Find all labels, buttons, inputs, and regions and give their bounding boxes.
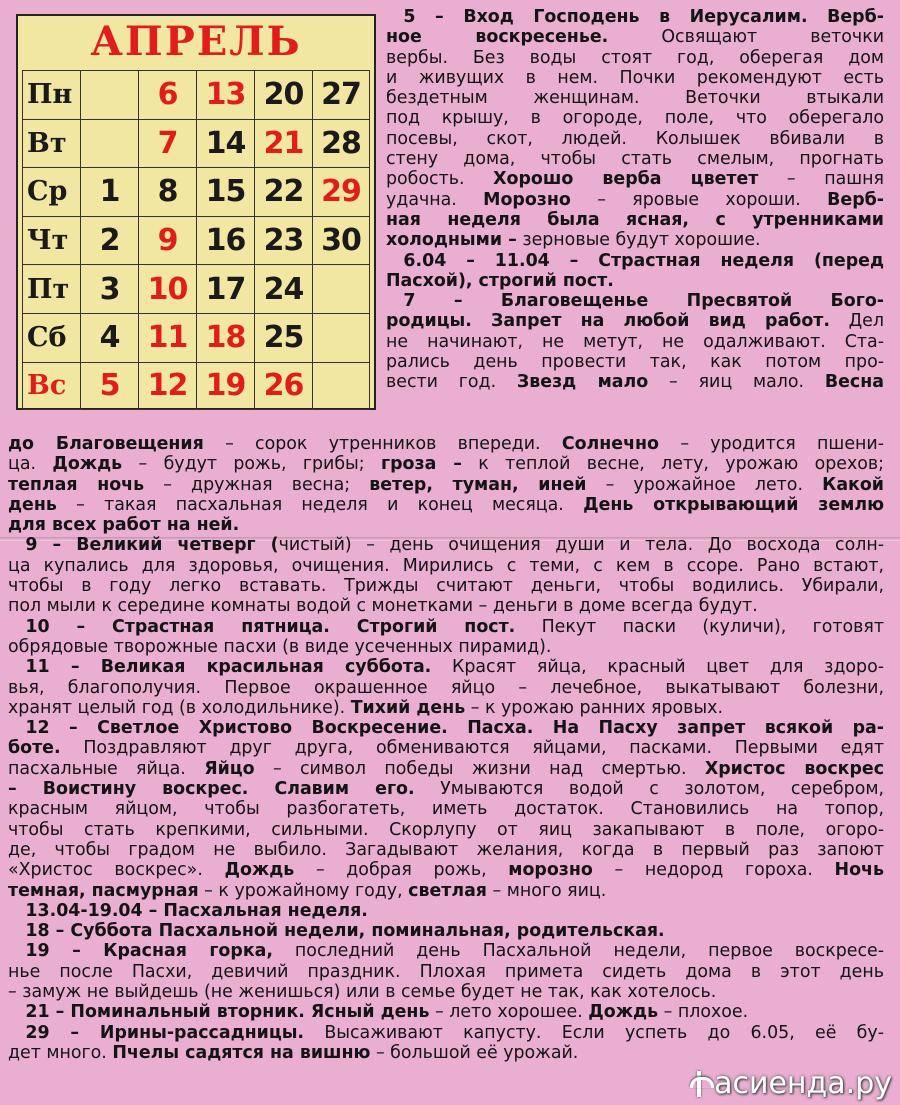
watermark-text: асиенда.ру — [714, 1066, 892, 1101]
april-calendar — [16, 14, 376, 410]
calendar-date: 29 — [312, 167, 370, 216]
text-segment: пасхальные яйца. — [8, 758, 205, 779]
weekday-label: Пн — [22, 70, 80, 119]
bold-text: Солнечно — [561, 434, 660, 454]
text-segment: де, чтобы градом не выбило. Загадывают желания, когда в первый раз запоют — [8, 839, 884, 860]
text-line — [386, 372, 884, 392]
bold-text: Хорошо верба цветет — [493, 169, 759, 190]
text-segment: – плохое. — [658, 1002, 749, 1023]
text-segment: ца. — [8, 454, 53, 475]
text-line — [8, 637, 884, 657]
calendar-date: 24 — [254, 264, 312, 313]
bold-text: Верб- — [827, 189, 884, 210]
bold-text: теплая ночь — [8, 474, 145, 495]
text-segment: Поздравляют друг друга, обмениваются яйцами, пасками. Первыми едят — [60, 738, 884, 759]
text-line — [8, 759, 884, 779]
text-line — [8, 921, 884, 941]
text-segment: – будут рожь, грибы; — [122, 454, 381, 475]
text-segment: Красят яйца, красный цвет для здоро- — [431, 657, 884, 678]
bold-text: Пчелы садятся на вишню — [112, 1042, 371, 1063]
text-line — [386, 311, 884, 331]
weekday-label: Ср — [22, 167, 80, 216]
text-segment: – яровые хороши. — [570, 189, 828, 210]
text-line — [386, 68, 884, 88]
calendar-date: 28 — [312, 119, 370, 168]
calendar-date — [80, 119, 138, 168]
text-segment: бездетным женщинам. Веточки втыкали — [386, 88, 884, 109]
calendar-date: 23 — [254, 216, 312, 265]
text-segment: красным яйцом, чтобы разбогатеть, иметь достаток. Становились на топор, — [8, 799, 884, 820]
text-line — [8, 1002, 884, 1022]
text-segment: – к урожайному году, — [198, 880, 409, 901]
weekday-label: Вт — [22, 119, 80, 168]
text-line — [8, 475, 884, 495]
text-line — [386, 108, 884, 128]
text-line — [8, 779, 884, 799]
text-line — [8, 657, 884, 677]
text-segment: посевы, скот, людей. Колышек вбивали в — [386, 128, 884, 149]
text-segment: под крышу, в огороде, поле, что оберегало — [386, 108, 884, 129]
text-segment: – недород гороха. — [592, 860, 835, 881]
calendar-date — [312, 264, 370, 313]
text-line — [8, 434, 884, 454]
bold-text: 21 – Поминальный вторник. Ясный день — [8, 1002, 430, 1023]
text-line — [386, 129, 884, 149]
text-segment: Пекут паски (куличи), готовят — [515, 616, 884, 637]
bold-text: 13.04-19.04 – Пасхальная неделя. — [8, 900, 368, 921]
text-line — [8, 799, 884, 819]
bold-text: Звезд мало — [516, 372, 649, 393]
calendar-date — [312, 362, 370, 411]
bold-text: Христос воскрес — [704, 758, 884, 779]
text-segment: – такая пасхальная неделя и конец месяца. — [56, 494, 584, 515]
text-segment: чтобы стать крепкими, сильными. Скорлупу от яиц закапывают в поле, огоро- — [8, 819, 884, 840]
text-segment: вести год. — [386, 372, 517, 393]
calendar-date: 25 — [254, 313, 312, 362]
text-segment: не начинают, не метут, не одалживают. Ста- — [386, 331, 884, 352]
bold-text: 18 – Суббота Пасхальной недели, поминальная, родительская. — [8, 921, 665, 942]
bold-text: боте. — [8, 738, 61, 759]
text-line — [386, 27, 884, 47]
text-line — [386, 149, 884, 169]
calendar-date: 17 — [196, 264, 254, 313]
calendar-date: 8 — [138, 167, 196, 216]
bold-text: Дождь — [224, 860, 295, 881]
text-segment: – дружная весна; — [144, 474, 370, 495]
logo-icon — [688, 1069, 710, 1099]
weekday-label: Чт — [22, 216, 80, 265]
calendar-date — [312, 313, 370, 362]
text-line — [8, 840, 884, 860]
text-segment: рались день провести так, как потом про- — [386, 352, 884, 373]
calendar-date: 14 — [196, 119, 254, 168]
text-column-full — [8, 434, 884, 1063]
text-segment: Умываются водой с золотом, серебром, — [414, 779, 884, 800]
calendar-row — [22, 313, 372, 362]
text-line — [8, 454, 884, 474]
text-segment: удачна. — [386, 189, 484, 210]
calendar-date: 10 — [138, 264, 196, 313]
text-line — [8, 860, 884, 880]
text-line — [8, 596, 884, 616]
calendar-date: 2 — [80, 216, 138, 265]
text-segment: – пашня — [758, 169, 884, 190]
text-column-right — [386, 7, 884, 393]
bold-text: день — [8, 494, 57, 515]
calendar-date: 27 — [312, 70, 370, 119]
calendar-row — [22, 216, 372, 265]
calendar-row — [22, 70, 372, 119]
text-segment: робость. — [386, 169, 494, 190]
text-line — [8, 738, 884, 758]
bold-text: холодными – — [386, 230, 517, 251]
calendar-date: 18 — [196, 313, 254, 362]
bold-text: 29 – Ирины-рассадницы. — [8, 1022, 305, 1043]
text-line — [8, 941, 884, 961]
bold-text: Какой — [822, 474, 884, 495]
bold-text: до Благовещения — [8, 434, 204, 454]
bold-text: для всех работ на ней. — [8, 515, 240, 536]
text-line — [386, 210, 884, 230]
bold-text: светлая — [408, 880, 487, 901]
bold-text: ветер, туман, иней — [369, 474, 587, 495]
calendar-date: 1 — [80, 167, 138, 216]
text-segment: Дел — [829, 311, 884, 332]
calendar-title: АПРЕЛЬ — [90, 18, 302, 65]
text-line — [8, 698, 884, 718]
text-line — [8, 881, 884, 901]
bold-text: Яйцо — [204, 758, 255, 779]
bold-text: 19 – Красная горка, — [8, 941, 273, 962]
bold-text: гроза – — [381, 454, 462, 475]
text-line — [386, 88, 884, 108]
text-segment: «Христос воскрес». — [8, 860, 225, 881]
text-segment: вья, благополучия. Первое окрашенное яйцо – лечебное, выкатывают болезни, — [8, 677, 884, 698]
calendar-row — [22, 264, 372, 313]
bold-text: ная неделя была ясная, с утренниками — [386, 209, 884, 230]
text-segment: Высаживают капусту. Если успеть до 6.05, её бу- — [304, 1022, 884, 1043]
text-line — [8, 535, 884, 555]
bold-text: темная, пасмурная — [8, 880, 199, 901]
bold-text: Дождь — [588, 1002, 659, 1023]
text-line — [8, 982, 884, 1002]
text-line — [8, 1043, 884, 1063]
bold-text: День открывающий землю — [583, 494, 884, 515]
calendar-date: 11 — [138, 313, 196, 362]
text-segment: чтобы в году легко вставать. Трижды считают деньги, чтобы водились. Убирали, — [8, 576, 884, 597]
text-line — [386, 332, 884, 352]
text-line — [8, 962, 884, 982]
bold-text: Пасхой), строгий пост. — [386, 270, 614, 291]
text-segment: чистый) – день очищения души и тела. До восхода солн- — [278, 535, 884, 556]
text-segment: – яиц мало. — [648, 372, 825, 393]
calendar-date: 5 — [80, 362, 138, 411]
text-line — [8, 1023, 884, 1043]
calendar-date: 19 — [196, 362, 254, 411]
calendar-date: 26 — [254, 362, 312, 411]
text-line — [386, 7, 884, 27]
calendar-date: 13 — [196, 70, 254, 119]
bold-text: 9 – Великий четверг ( — [8, 535, 279, 556]
calendar-row — [22, 119, 372, 168]
calendar-row — [22, 167, 372, 216]
bold-text: ное воскресенье. — [386, 27, 609, 48]
text-segment: последний день Пасхальной недели, первое воскресе- — [272, 941, 884, 962]
text-segment: ца купались для здоровья, очищения. Мирились с теми, с кем в ссоре. Рано встают, — [8, 555, 884, 576]
text-line — [386, 190, 884, 210]
watermark — [688, 1066, 892, 1101]
text-segment: – сорок утренников впереди. — [203, 434, 562, 454]
text-line — [386, 230, 884, 250]
bold-text: Морозно — [483, 189, 571, 210]
bold-text: родицы. Запрет на любой вид работ. — [386, 311, 830, 332]
text-segment: – лето хорошее. — [429, 1002, 589, 1023]
text-line — [386, 48, 884, 68]
text-segment: зерновые будут хорошие. — [516, 230, 761, 251]
text-segment: и живущих в нем. Почки рекомендуют есть — [386, 67, 884, 88]
calendar-grid — [22, 70, 372, 410]
bold-text: морозно — [508, 860, 593, 881]
text-segment: хранят целый год (в холодильнике). — [8, 697, 351, 718]
text-line — [386, 251, 884, 271]
text-line — [8, 718, 884, 738]
text-line — [8, 901, 884, 921]
calendar-date: 9 — [138, 216, 196, 265]
text-segment: к теплой весне, лету, урожаю орехов; — [461, 454, 884, 475]
text-line — [386, 291, 884, 311]
text-line — [8, 820, 884, 840]
bold-text: 6.04 – 11.04 – Страстная неделя (перед — [386, 250, 884, 271]
text-segment: вербы. Без воды стоят год, оберегая дом — [386, 47, 884, 68]
bold-text: Ночь — [834, 860, 884, 881]
calendar-row — [22, 362, 372, 411]
bold-text: 5 – Вход Господень в Иерусалим. Верб- — [386, 7, 884, 27]
text-segment: – символ победы жизни над смертью. — [254, 758, 705, 779]
text-segment: дет много. — [8, 1042, 113, 1063]
calendar-date: 7 — [138, 119, 196, 168]
text-line — [8, 515, 884, 535]
text-line — [8, 576, 884, 596]
weekday-label: Сб — [22, 313, 80, 362]
bold-text: 10 – Страстная пятница. Строгий пост. — [8, 616, 516, 637]
calendar-date: 16 — [196, 216, 254, 265]
text-segment: Освящают веточки — [608, 27, 884, 48]
text-line — [8, 678, 884, 698]
text-segment: стену дома, чтобы стать смелым, прогнать — [386, 149, 884, 170]
text-line — [386, 169, 884, 189]
text-segment: – урожайное лето. — [586, 474, 823, 495]
text-segment: – большой её урожай. — [370, 1042, 579, 1063]
text-line — [8, 556, 884, 576]
bold-text: Дождь — [52, 454, 123, 475]
calendar-date: 20 — [254, 70, 312, 119]
bold-text: 7 – Благовещенье Пресвятой Бого- — [386, 291, 884, 312]
text-line — [8, 495, 884, 515]
text-segment: – к урожаю ранних яровых. — [465, 697, 723, 718]
calendar-date: 6 — [138, 70, 196, 119]
calendar-date: 12 — [138, 362, 196, 411]
text-segment: – добрая рожь, — [294, 860, 509, 881]
bold-text: Тихий день — [350, 697, 466, 718]
bold-text: 12 – Светлое Христово Воскресение. Пасха. На Пасху запрет всякой ра- — [8, 718, 884, 739]
weekday-label: Пт — [22, 264, 80, 313]
calendar-date: 3 — [80, 264, 138, 313]
bold-text: – Воистину воскрес. Славим его. — [8, 779, 415, 800]
text-segment: – уродится пшени- — [659, 434, 884, 454]
text-line — [386, 271, 884, 291]
text-line — [8, 617, 884, 637]
text-line — [386, 352, 884, 372]
bold-text: 11 – Великая красильная суббота. — [8, 657, 432, 678]
calendar-date: 22 — [254, 167, 312, 216]
calendar-date: 30 — [312, 216, 370, 265]
calendar-date: 4 — [80, 313, 138, 362]
calendar-date — [80, 70, 138, 119]
text-segment: обрядовые творожные пасхи (в виде усеченных пирамид). — [8, 636, 552, 657]
bold-text: Весна — [824, 372, 884, 393]
text-segment: – замуж не выйдешь (не женишься) или в семье будет не так, как хотелось. — [8, 982, 717, 1003]
calendar-date: 15 — [196, 167, 254, 216]
text-segment: пол мыли к середине комнаты водой с монетками – деньги в доме всегда будут. — [8, 596, 758, 617]
text-segment: нье после Пасхи, девичий праздник. Плохая примета сидеть дома в этот день — [8, 961, 884, 982]
text-segment: – много яиц. — [486, 880, 607, 901]
calendar-date: 21 — [254, 119, 312, 168]
weekday-label: Вс — [22, 362, 80, 411]
